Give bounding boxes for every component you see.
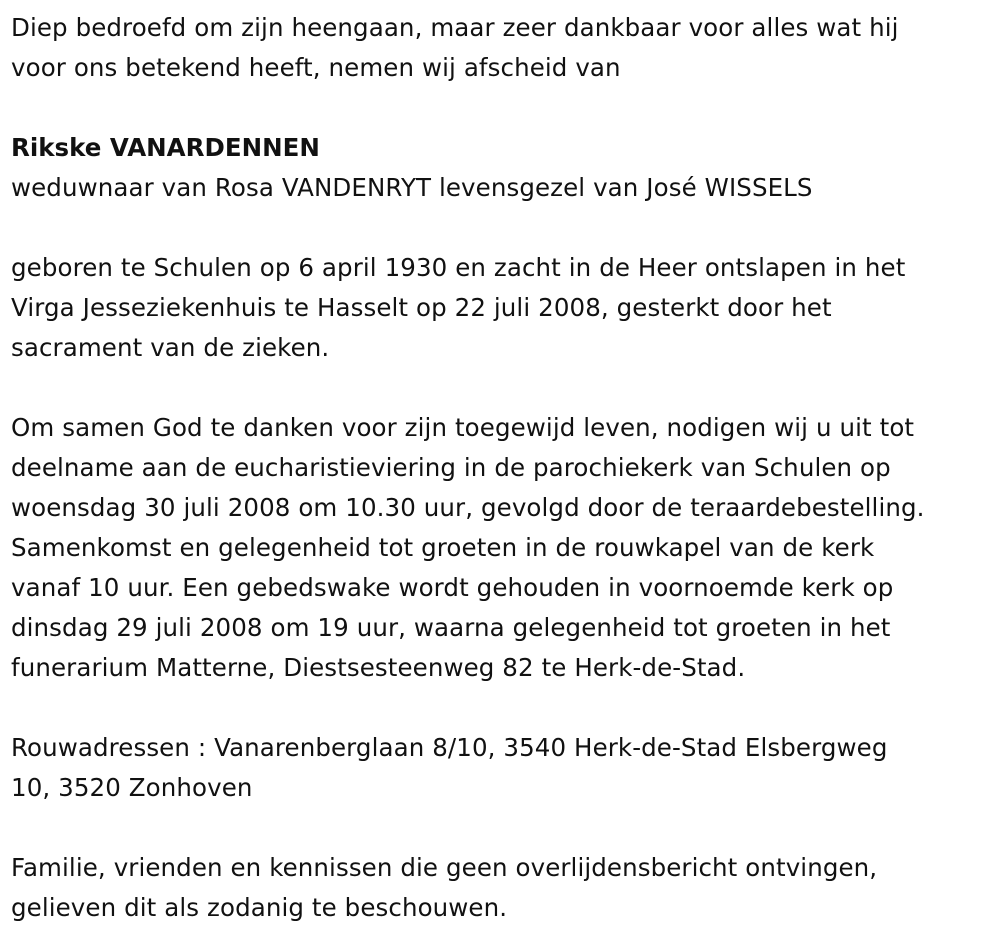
death-notice <box>11 8 996 928</box>
intro-paragraph: Diep bedroefd om zijn heengaan, maar zeer dankbaar voor alles wat hij voor ons betekend heeft, nemen wij afscheid van <box>11 13 899 82</box>
spacer <box>11 688 996 728</box>
closing-paragraph: Familie, vrienden en kennissen die geen overlijdensbericht ontvingen, gelieven dit als zodanig te beschouwen. <box>11 853 878 922</box>
spacer <box>11 368 996 408</box>
relations-line: weduwnaar van Rosa VANDENRYT levensgezel van José WISSELS <box>11 173 813 202</box>
ceremony-paragraph: Om samen God te danken voor zijn toegewijd leven, nodigen wij u uit tot deelname aan de eucharistieviering in de parochiekerk van Schulen op woensdag 30 juli 2008 om 10.30 uur, gevolgd door de teraardebestelling. Samenkomst en gelegenheid tot groeten in de rouwkapel van de kerk vanaf 10 uur. Een gebedswake wordt gehouden in voornoemde kerk op dinsdag 29 juli 2008 om 19 uur, waarna gelegenheid tot groeten in het funerarium Matterne, Diestsesteenweg 82 te Herk-de-Stad. <box>11 413 925 682</box>
spacer <box>11 808 996 848</box>
spacer <box>11 208 996 248</box>
spacer <box>11 88 996 128</box>
addresses-paragraph: Rouwadressen : Vanarenberglaan 8/10, 3540 Herk-de-Stad Elsbergweg 10, 3520 Zonhoven <box>11 733 888 802</box>
birth-death-paragraph: geboren te Schulen op 6 april 1930 en zacht in de Heer ontslapen in het Virga Jesseziekenhuis te Hasselt op 22 juli 2008, gesterkt door het sacrament van de zieken. <box>11 253 906 362</box>
deceased-name: Rikske VANARDENNEN <box>11 133 320 162</box>
